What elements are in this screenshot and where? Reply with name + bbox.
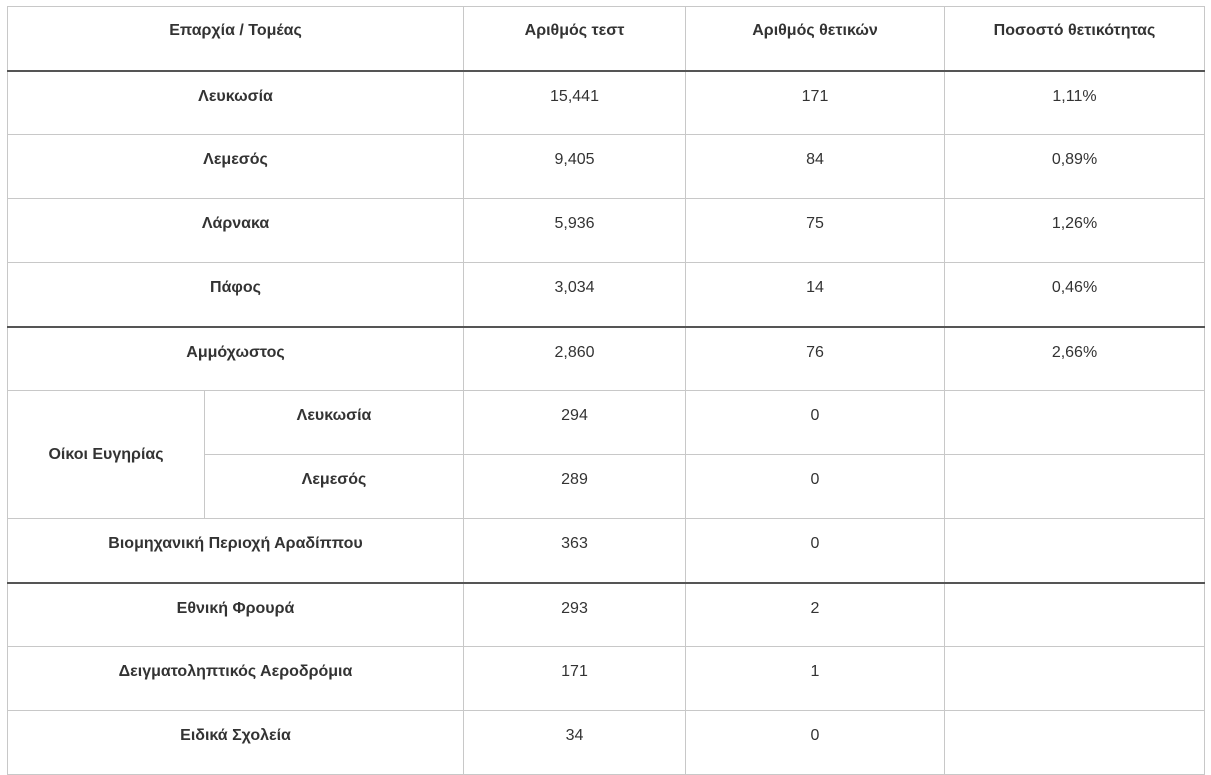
row-label: Δειγματοληπτικός Αεροδρόμια [8, 647, 464, 711]
row-positives: 0 [686, 455, 945, 519]
header-positives: Αριθμός θετικών [686, 7, 945, 71]
row-rate: 0,46% [945, 263, 1205, 327]
row-rate: 1,11% [945, 71, 1205, 135]
row-positives: 75 [686, 199, 945, 263]
row-tests: 2,860 [464, 327, 686, 391]
row-positives: 1 [686, 647, 945, 711]
table-row [8, 327, 1205, 391]
table-row [8, 391, 1205, 455]
row-rate [945, 391, 1205, 455]
row-positives: 0 [686, 519, 945, 583]
row-tests: 293 [464, 583, 686, 647]
row-label: Βιομηχανική Περιοχή Αραδίππου [8, 519, 464, 583]
row-positives: 0 [686, 391, 945, 455]
row-positives: 171 [686, 71, 945, 135]
row-positives: 2 [686, 583, 945, 647]
header-rate: Ποσοστό θετικότητας [945, 7, 1205, 71]
row-tests: 294 [464, 391, 686, 455]
row-label: Ειδικά Σχολεία [8, 711, 464, 775]
table-row [8, 199, 1205, 263]
row-positives: 76 [686, 327, 945, 391]
table-row [8, 647, 1205, 711]
table-row [8, 711, 1205, 775]
row-tests: 9,405 [464, 135, 686, 199]
row-positives: 14 [686, 263, 945, 327]
row-sub-label: Λεμεσός [205, 455, 464, 519]
row-label: Λευκωσία [8, 71, 464, 135]
row-rate [945, 519, 1205, 583]
row-label: Λάρνακα [8, 199, 464, 263]
row-rate: 0,89% [945, 135, 1205, 199]
row-tests: 363 [464, 519, 686, 583]
row-sub-label: Λευκωσία [205, 391, 464, 455]
row-label: Λεμεσός [8, 135, 464, 199]
row-rate [945, 455, 1205, 519]
row-tests: 289 [464, 455, 686, 519]
row-tests: 15,441 [464, 71, 686, 135]
table-row [8, 71, 1205, 135]
row-positives: 84 [686, 135, 945, 199]
row-tests: 3,034 [464, 263, 686, 327]
care-homes-group-label: Οίκοι Ευγηρίας [8, 391, 205, 519]
table-row [8, 263, 1205, 327]
row-tests: 171 [464, 647, 686, 711]
row-tests: 5,936 [464, 199, 686, 263]
row-positives: 0 [686, 711, 945, 775]
row-rate: 1,26% [945, 199, 1205, 263]
table-header-row [8, 7, 1205, 71]
row-label: Εθνική Φρουρά [8, 583, 464, 647]
header-tests: Αριθμός τεστ [464, 7, 686, 71]
table-row [8, 135, 1205, 199]
row-rate [945, 647, 1205, 711]
table-row [8, 583, 1205, 647]
row-tests: 34 [464, 711, 686, 775]
row-rate [945, 583, 1205, 647]
row-rate [945, 711, 1205, 775]
row-label: Πάφος [8, 263, 464, 327]
header-region: Επαρχία / Τομέας [8, 7, 464, 71]
row-label: Αμμόχωστος [8, 327, 464, 391]
testing-results-table [7, 6, 1205, 775]
row-rate: 2,66% [945, 327, 1205, 391]
table-row [8, 519, 1205, 583]
